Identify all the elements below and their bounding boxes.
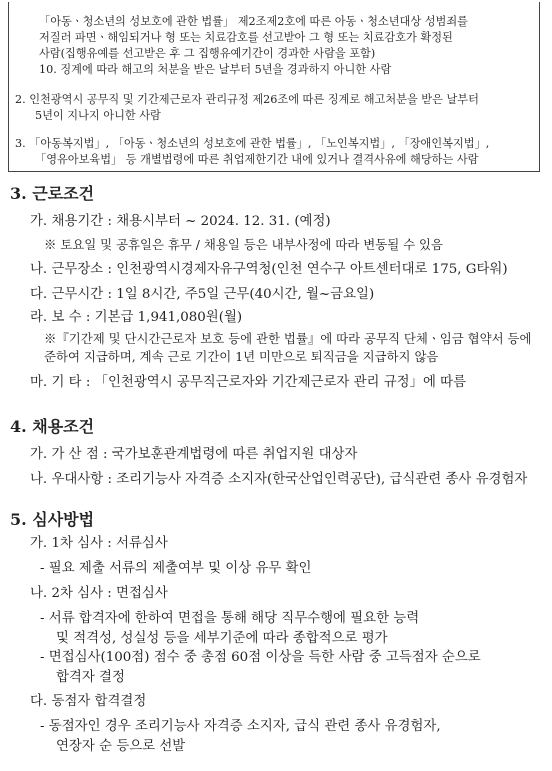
second-screening-detail: 및 적격성, 성실성 등을 세부기준에 따라 종합적으로 평가 (56, 631, 388, 646)
box-line: 10. 징계에 따라 해고의 처분을 받은 날부터 5년을 경과하지 아니한 사람 (39, 63, 392, 76)
box-line: 2. 인천광역시 공무직 및 기간제근로자 관리규정 제26조에 따른 징계로 해고처분을 받은 날부터 (15, 93, 479, 106)
second-screening-detail: - 서류 합격자에 한하여 면접을 통해 해당 직무수행에 필요한 능력 (40, 611, 420, 626)
tie-breaker-detail: - 동점자인 경우 조리기능사 자격증 소지자, 급식 관련 종사 유경험자, (40, 719, 441, 734)
work-hours: 다. 근무시간 : 1일 8시간, 주5일 근무(40시간, 월~금요일) (30, 287, 375, 302)
box-line: 「영유아보육법」 등 개별법령에 따른 취업제한기간 내에 있거나 결격사유에 해당하는 사람 (35, 153, 479, 166)
work-period-note: ※ 토요일 및 공휴일은 휴무 / 채용일 등은 내부사정에 따라 변동될 수 있음 (44, 237, 443, 252)
salary-note: 준하여 지급하며, 계속 근로 기간이 1년 미만으로 퇴직금을 지급하지 않음 (44, 349, 439, 364)
box-line: 3. 「아동복지법」, 「아동ㆍ청소년의 성보호에 관한 법률」, 「노인복지법」, 「장애인복지법」, (15, 137, 490, 150)
section-4-title: 4. 채용조건 (10, 417, 95, 436)
box-line: 5년이 지나지 아니한 사람 (35, 109, 161, 122)
disqualification-box (8, 2, 540, 172)
first-screening-detail: - 필요 제출 서류의 제출여부 및 이상 유무 확인 (40, 561, 312, 576)
work-place: 나. 근무장소 : 인천광역시경제자유구역청(인천 연수구 아트센터대로 175, G타워) (30, 262, 508, 277)
tie-breaker-detail: 연장자 순 등으로 선발 (56, 739, 186, 754)
second-screening-detail: - 면접심사(100점) 점수 중 총점 60점 이상을 득한 사람 중 고득점자 순으로 (40, 650, 481, 665)
second-screening-detail: 합격자 결정 (56, 670, 125, 685)
work-period: 가. 채용기간 : 채용시부터 ~ 2024. 12. 31. (예정) (30, 214, 331, 229)
section-5-title: 5. 심사방법 (10, 510, 95, 529)
box-line: 「아동ㆍ청소년의 성보호에 관한 법률」 제2조제2호에 따른 아동ㆍ청소년대상 성범죄를 (39, 15, 468, 28)
box-line: 사람(집행유예를 선고받은 후 그 집행유예기간이 경과한 사람을 포함) (39, 47, 376, 60)
box-line: 저질러 파면ㆍ해임되거나 형 또는 치료감호를 선고받아 그 형 또는 치료감호가 확정된 (39, 31, 453, 44)
preferences: 나. 우대사항 : 조리기능사 자격증 소지자(한국산업인력공단), 급식관련 종사 유경험자 (30, 472, 528, 487)
salary-note: ※『기간제 및 단시간근로자 보호 등에 관한 법률』에 따라 공무직 단체ㆍ임금 협약서 등에 (44, 331, 532, 346)
section-3-title: 3. 근로조건 (10, 184, 95, 203)
first-screening: 가. 1차 심사 : 서류심사 (30, 536, 168, 551)
bonus-points: 가. 가 산 점 : 국가보훈관계법령에 따른 취업지원 대상자 (30, 447, 358, 462)
second-screening: 나. 2차 심사 : 면접심사 (30, 586, 168, 601)
tie-breaker: 다. 동점자 합격결정 (30, 694, 147, 709)
other-terms: 마. 기 타 : 「인천광역시 공무직근로자와 기간제근로자 관리 규정」에 따름 (30, 375, 467, 390)
salary: 라. 보 수 : 기본급 1,941,080원(월) (30, 310, 243, 325)
